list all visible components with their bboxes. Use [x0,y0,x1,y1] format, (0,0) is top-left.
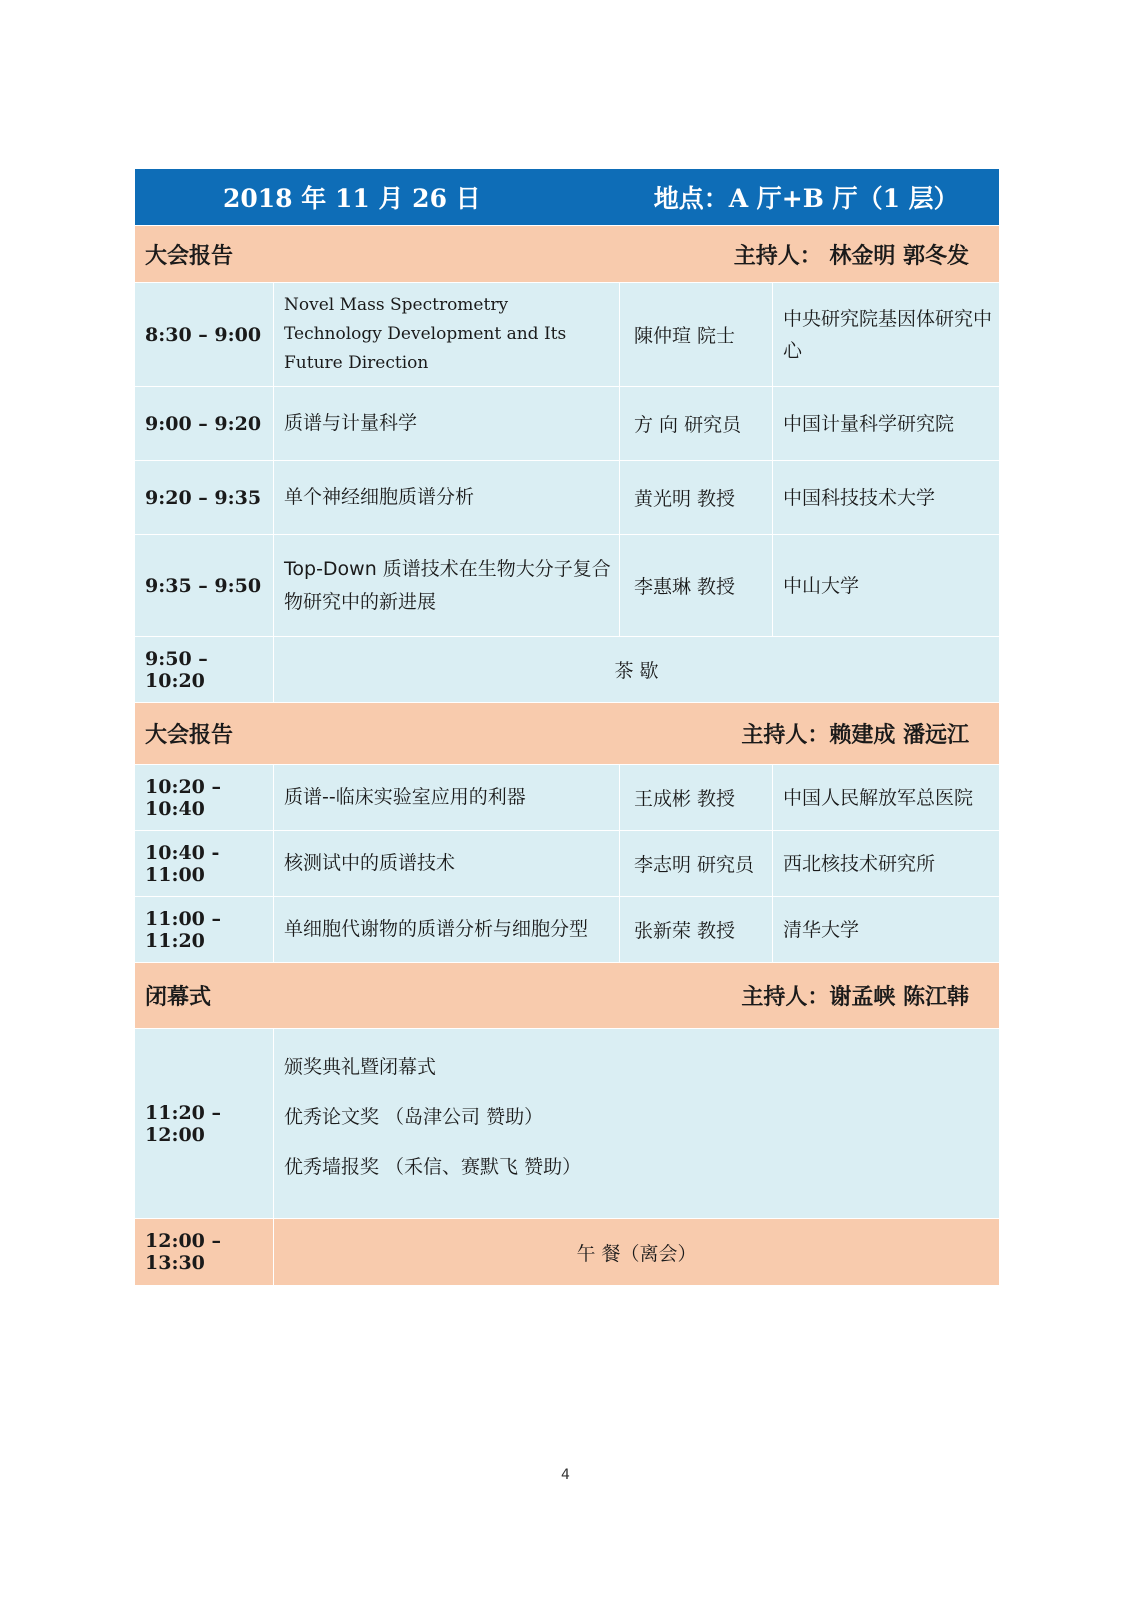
schedule-table [134,168,1000,1286]
talk-institution: 中国计量科学研究院 [773,387,1000,461]
ceremony-line: 颁奖典礼暨闭幕式 [284,1055,437,1078]
talk-time: 9:35 – 9:50 [135,535,274,637]
talk-time: 10:20 – 10:40 [135,765,274,831]
talk-institution: 中山大学 [773,535,1000,637]
schedule-date: 2018 年 11 月 26 日 [223,184,481,213]
talk-institution: 西北核技术研究所 [773,831,1000,897]
schedule-venue: 地点：A 厅+B 厅（1 层） [653,184,959,213]
talk-topic: 单细胞代谢物的质谱分析与细胞分型 [274,897,620,963]
lunch-row [135,1219,1000,1286]
session-host: 主持人：赖建成 潘远江 [741,723,970,748]
ceremony-row [135,1029,1000,1219]
talk-row [135,897,1000,963]
talk-speaker: 黄光明 教授 [620,461,773,535]
talk-row [135,461,1000,535]
session-title: 闭幕式 [145,985,212,1010]
talk-speaker: 陳仲瑄 院士 [620,283,773,387]
talk-time: 9:00 – 9:20 [135,387,274,461]
talk-institution: 清华大学 [773,897,1000,963]
ceremony-details [274,1029,1000,1219]
talk-topic: 质谱与计量科学 [274,387,620,461]
talk-topic: 核测试中的质谱技术 [274,831,620,897]
page-number: 4 [561,1467,570,1483]
break-label: 茶 歇 [274,637,1000,703]
lunch-time: 12:00 – 13:30 [135,1219,274,1286]
talk-institution: 中国人民解放军总医院 [773,765,1000,831]
talk-row [135,387,1000,461]
talk-speaker: 李惠琳 教授 [620,535,773,637]
talk-topic: 质谱--临床实验室应用的利器 [274,765,620,831]
break-row [135,637,1000,703]
schedule-header [135,169,1000,226]
session-header [135,703,1000,765]
session-header [135,226,1000,283]
talk-row [135,765,1000,831]
session-header [135,963,1000,1029]
talk-time: 8:30 – 9:00 [135,283,274,387]
talk-topic: Novel Mass Spectrometry Technology Development and Its Future Direction [274,283,620,387]
session-title: 大会报告 [145,243,234,269]
talk-row [135,831,1000,897]
ceremony-time: 11:20 – 12:00 [135,1029,274,1219]
talk-speaker: 方 向 研究员 [620,387,773,461]
session-title: 大会报告 [145,723,234,748]
talk-speaker: 张新荣 教授 [620,897,773,963]
session-host: 主持人： 林金明 郭冬发 [733,243,970,269]
talk-topic: 单个神经细胞质谱分析 [274,461,620,535]
award-line: 优秀墙报奖 （禾信、赛默飞 赞助） [284,1155,582,1178]
talk-speaker: 王成彬 教授 [620,765,773,831]
talk-institution: 中央研究院基因体研究中心 [773,283,1000,387]
talk-speaker: 李志明 研究员 [620,831,773,897]
break-time: 9:50 – 10:20 [135,637,274,703]
talk-institution: 中国科技技术大学 [773,461,1000,535]
talk-row [135,283,1000,387]
talk-row [135,535,1000,637]
award-line: 优秀论文奖 （岛津公司 赞助） [284,1105,544,1128]
talk-time: 10:40 - 11:00 [135,831,274,897]
session-host: 主持人：谢孟峡 陈江韩 [741,985,970,1010]
lunch-label: 午 餐（离会） [274,1219,1000,1286]
talk-time: 11:00 – 11:20 [135,897,274,963]
talk-topic: Top-Down 质谱技术在生物大分子复合物研究中的新进展 [274,535,620,637]
talk-time: 9:20 – 9:35 [135,461,274,535]
